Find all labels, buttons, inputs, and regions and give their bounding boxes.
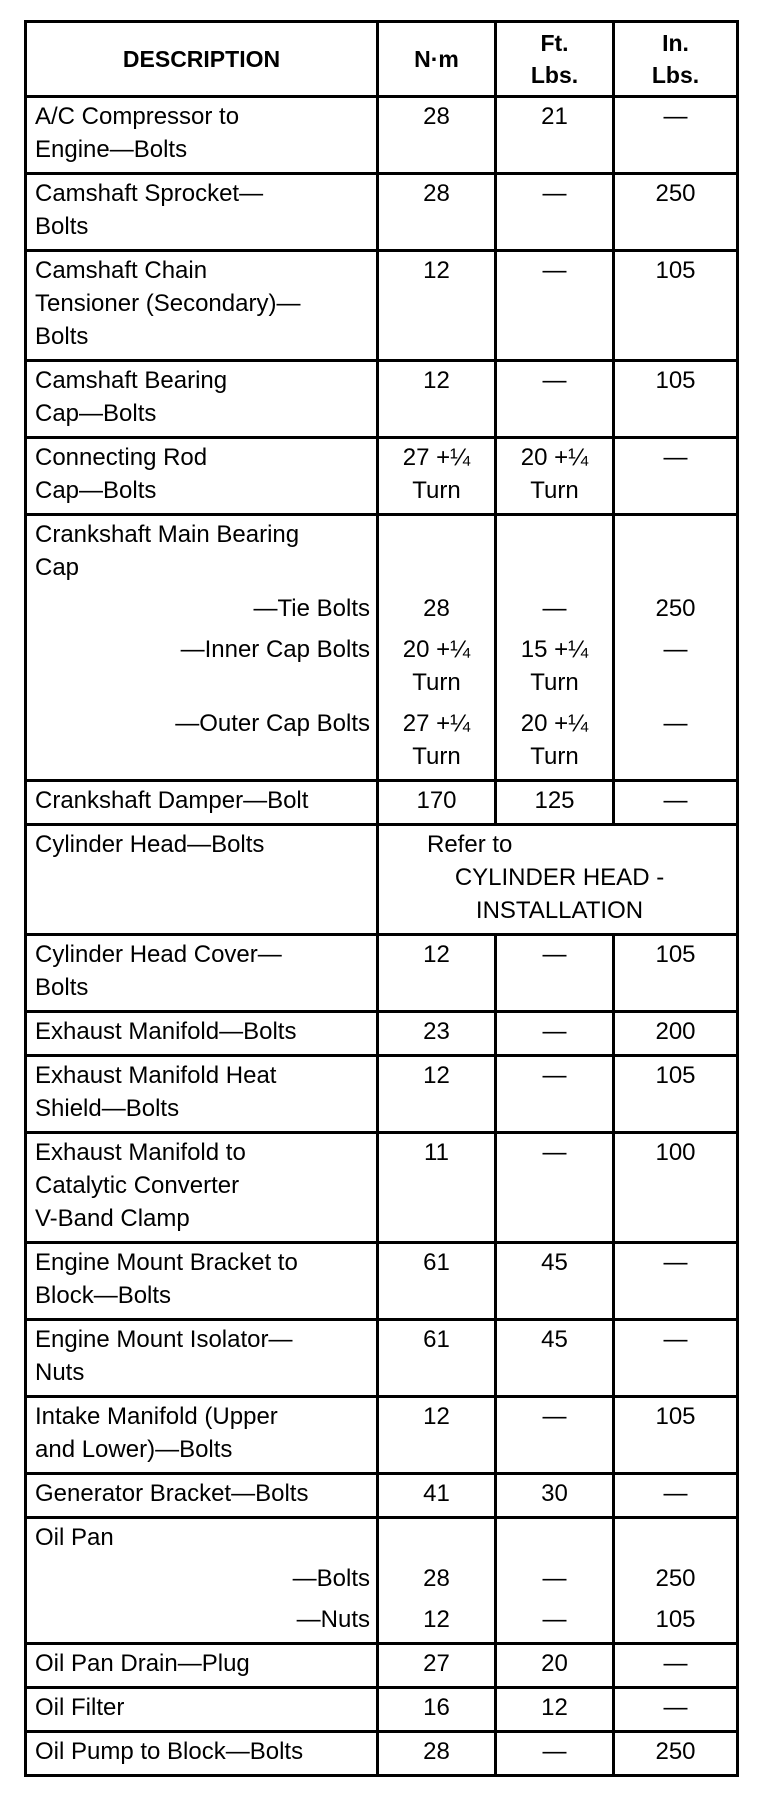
sub-item-label: —Tie Bolts (253, 595, 370, 622)
ft-lbs-cell: 20 (496, 1644, 614, 1688)
header-description (26, 22, 378, 97)
nm-cell (378, 515, 496, 781)
description-line: Camshaft Bearing (35, 367, 228, 394)
table-row (26, 1012, 738, 1056)
nm-value-suffix: Turn (412, 669, 461, 696)
in-lbs-cell: — (614, 1644, 738, 1688)
description-cell (26, 1518, 378, 1644)
description-cell (26, 1133, 378, 1243)
torque-spec-table (24, 20, 739, 1777)
ft-lbs-cell: — (496, 935, 614, 1012)
description-line: V-Band Clamp (35, 1205, 190, 1232)
table-row (26, 251, 738, 361)
in-lbs-cell: 105 (614, 361, 738, 438)
ft-lbs-cell: 21 (496, 97, 614, 174)
description-line: Cap—Bolts (35, 400, 157, 427)
header-nm (378, 22, 496, 97)
in-lbs-cell: 250 (614, 1732, 738, 1776)
ft-lbs-cell: — (496, 1056, 614, 1133)
sub-item-label: —Inner Cap Bolts (180, 636, 370, 663)
description-line: Exhaust Manifold Heat (35, 1062, 277, 1089)
description-cell (26, 251, 378, 361)
nm-value: 28 (423, 1565, 450, 1592)
description-cell (26, 174, 378, 251)
nm-cell: 41 (378, 1474, 496, 1518)
description-cell (26, 825, 378, 935)
header-in-label: In. (662, 30, 689, 56)
description-cell (26, 1012, 378, 1056)
description-line: Connecting Rod (35, 444, 208, 471)
description-cell (26, 1320, 378, 1397)
reference-line: Refer to (427, 831, 513, 858)
description-cell (26, 781, 378, 825)
description-line: Generator Bracket—Bolts (35, 1480, 309, 1507)
header-in-lbs (614, 22, 738, 97)
in-lbs-cell: 105 (614, 935, 738, 1012)
ft-value: — (542, 595, 567, 622)
header-nm-label: N·m (414, 46, 459, 72)
table-row (26, 361, 738, 438)
ft-value: — (542, 1606, 567, 1633)
description-line: Engine—Bolts (35, 136, 188, 163)
nm-cell: 23 (378, 1012, 496, 1056)
in-lbs-cell: — (614, 1688, 738, 1732)
nm-cell: 28 (378, 97, 496, 174)
ft-lbs-cell: 30 (496, 1474, 614, 1518)
nm-cell: 12 (378, 361, 496, 438)
torque-spec-page (24, 20, 736, 1777)
description-line: Camshaft Sprocket— (35, 180, 264, 207)
in-value: — (663, 710, 688, 737)
in-lbs-cell: 105 (614, 1056, 738, 1133)
nm-cell: 27 (378, 1644, 496, 1688)
ft-lbs-cell: — (496, 1133, 614, 1243)
nm-value: 27 +¼ (402, 710, 471, 737)
description-line: and Lower)—Bolts (35, 1436, 233, 1463)
ft-value: 20 +¼ (520, 444, 589, 471)
ft-lbs-cell: — (496, 1732, 614, 1776)
nm-cell: 16 (378, 1688, 496, 1732)
nm-value-suffix: Turn (412, 477, 461, 504)
description-line: Oil Pan Drain—Plug (35, 1650, 250, 1677)
nm-value: 20 +¼ (402, 636, 471, 663)
ft-value: — (542, 1565, 567, 1592)
description-line: Tensioner (Secondary)— (35, 290, 301, 317)
nm-value-suffix: Turn (412, 743, 461, 770)
table-row (26, 97, 738, 174)
table-row (26, 1474, 738, 1518)
nm-cell: 28 (378, 1732, 496, 1776)
reference-note (378, 825, 738, 935)
description-cell (26, 1397, 378, 1474)
description-line: Bolts (35, 323, 89, 350)
description-line: Engine Mount Isolator— (35, 1326, 293, 1353)
nm-value: 28 (423, 595, 450, 622)
description-line: Oil Pan (35, 1524, 114, 1551)
ft-lbs-cell: 45 (496, 1320, 614, 1397)
in-lbs-cell: — (614, 781, 738, 825)
header-ft-lbs (496, 22, 614, 97)
table-row (26, 515, 738, 781)
description-line: Crankshaft Main Bearing (35, 521, 300, 548)
in-value: 105 (655, 1606, 696, 1633)
ft-lbs-cell: — (496, 174, 614, 251)
header-description-label: DESCRIPTION (122, 46, 281, 72)
in-lbs-cell: — (614, 438, 738, 515)
in-lbs-cell: 105 (614, 1397, 738, 1474)
table-row (26, 825, 738, 935)
description-cell (26, 97, 378, 174)
description-line: Cylinder Head—Bolts (35, 831, 265, 858)
description-line: Nuts (35, 1359, 85, 1386)
header-ft-lbs-label: Lbs. (530, 62, 579, 88)
sub-item-label: —Bolts (292, 1565, 370, 1592)
description-line: Cap (35, 554, 80, 581)
description-line: Bolts (35, 974, 89, 1001)
description-line: Intake Manifold (Upper (35, 1403, 278, 1430)
ft-lbs-cell: 125 (496, 781, 614, 825)
table-row (26, 1320, 738, 1397)
in-lbs-cell: — (614, 1243, 738, 1320)
in-lbs-cell: 250 (614, 174, 738, 251)
nm-cell: 11 (378, 1133, 496, 1243)
nm-cell: 12 (378, 1397, 496, 1474)
table-header-row (26, 22, 738, 97)
in-value: 250 (655, 1565, 696, 1592)
nm-cell: 61 (378, 1320, 496, 1397)
table-row (26, 1243, 738, 1320)
ft-value: 15 +¼ (520, 636, 589, 663)
nm-cell: 12 (378, 251, 496, 361)
description-line: Cylinder Head Cover— (35, 941, 282, 968)
ft-lbs-cell: — (496, 1397, 614, 1474)
ft-lbs-cell: — (496, 1012, 614, 1056)
nm-value: 27 +¼ (402, 444, 471, 471)
description-cell (26, 1688, 378, 1732)
description-line: Camshaft Chain (35, 257, 208, 284)
table-row (26, 1397, 738, 1474)
description-line: Catalytic Converter (35, 1172, 240, 1199)
in-lbs-cell: 105 (614, 251, 738, 361)
nm-cell: 28 (378, 174, 496, 251)
ft-value-suffix: Turn (530, 743, 579, 770)
description-line: Exhaust Manifold to (35, 1139, 246, 1166)
ft-value-suffix: Turn (530, 669, 579, 696)
description-line: Bolts (35, 213, 89, 240)
in-lbs-cell (614, 515, 738, 781)
nm-value: 12 (423, 1606, 450, 1633)
reference-line: CYLINDER HEAD - (454, 864, 665, 891)
nm-cell: 12 (378, 1056, 496, 1133)
description-cell (26, 935, 378, 1012)
header-in-lbs-label: Lbs. (651, 62, 700, 88)
sub-item-label: —Outer Cap Bolts (175, 710, 370, 737)
description-cell (26, 1644, 378, 1688)
ft-lbs-cell: — (496, 361, 614, 438)
table-row (26, 1688, 738, 1732)
ft-value: 20 +¼ (520, 710, 589, 737)
nm-cell: 170 (378, 781, 496, 825)
ft-lbs-cell: — (496, 251, 614, 361)
description-line: Oil Filter (35, 1694, 125, 1721)
description-line: Block—Bolts (35, 1282, 172, 1309)
sub-item-label: —Nuts (296, 1606, 370, 1633)
in-lbs-cell: — (614, 97, 738, 174)
header-ft-label: Ft. (540, 30, 569, 56)
in-lbs-cell: — (614, 1320, 738, 1397)
table-row (26, 935, 738, 1012)
table-row (26, 781, 738, 825)
description-line: Exhaust Manifold—Bolts (35, 1018, 297, 1045)
description-line: Crankshaft Damper—Bolt (35, 787, 309, 814)
description-line: Oil Pump to Block—Bolts (35, 1738, 304, 1765)
description-line: A/C Compressor to (35, 103, 240, 130)
in-lbs-cell: — (614, 1474, 738, 1518)
in-lbs-cell: 100 (614, 1133, 738, 1243)
nm-cell (378, 438, 496, 515)
table-row (26, 438, 738, 515)
description-line: Shield—Bolts (35, 1095, 180, 1122)
table-row (26, 1056, 738, 1133)
nm-cell (378, 1518, 496, 1644)
ft-lbs-cell: 45 (496, 1243, 614, 1320)
description-cell (26, 1474, 378, 1518)
description-cell (26, 515, 378, 781)
in-lbs-cell: 200 (614, 1012, 738, 1056)
in-value: — (663, 636, 688, 663)
nm-cell: 12 (378, 935, 496, 1012)
table-row (26, 1644, 738, 1688)
reference-line: INSTALLATION (475, 897, 644, 924)
in-value: 250 (655, 595, 696, 622)
description-line: Engine Mount Bracket to (35, 1249, 298, 1276)
ft-value-suffix: Turn (530, 477, 579, 504)
nm-cell: 61 (378, 1243, 496, 1320)
description-cell (26, 438, 378, 515)
description-cell (26, 361, 378, 438)
table-row (26, 1732, 738, 1776)
description-cell (26, 1056, 378, 1133)
description-cell (26, 1243, 378, 1320)
ft-lbs-cell (496, 1518, 614, 1644)
in-lbs-cell (614, 1518, 738, 1644)
description-line: Cap—Bolts (35, 477, 157, 504)
ft-lbs-cell: 12 (496, 1688, 614, 1732)
table-row (26, 1518, 738, 1644)
ft-lbs-cell (496, 515, 614, 781)
description-cell (26, 1732, 378, 1776)
table-row (26, 174, 738, 251)
table-row (26, 1133, 738, 1243)
ft-lbs-cell (496, 438, 614, 515)
